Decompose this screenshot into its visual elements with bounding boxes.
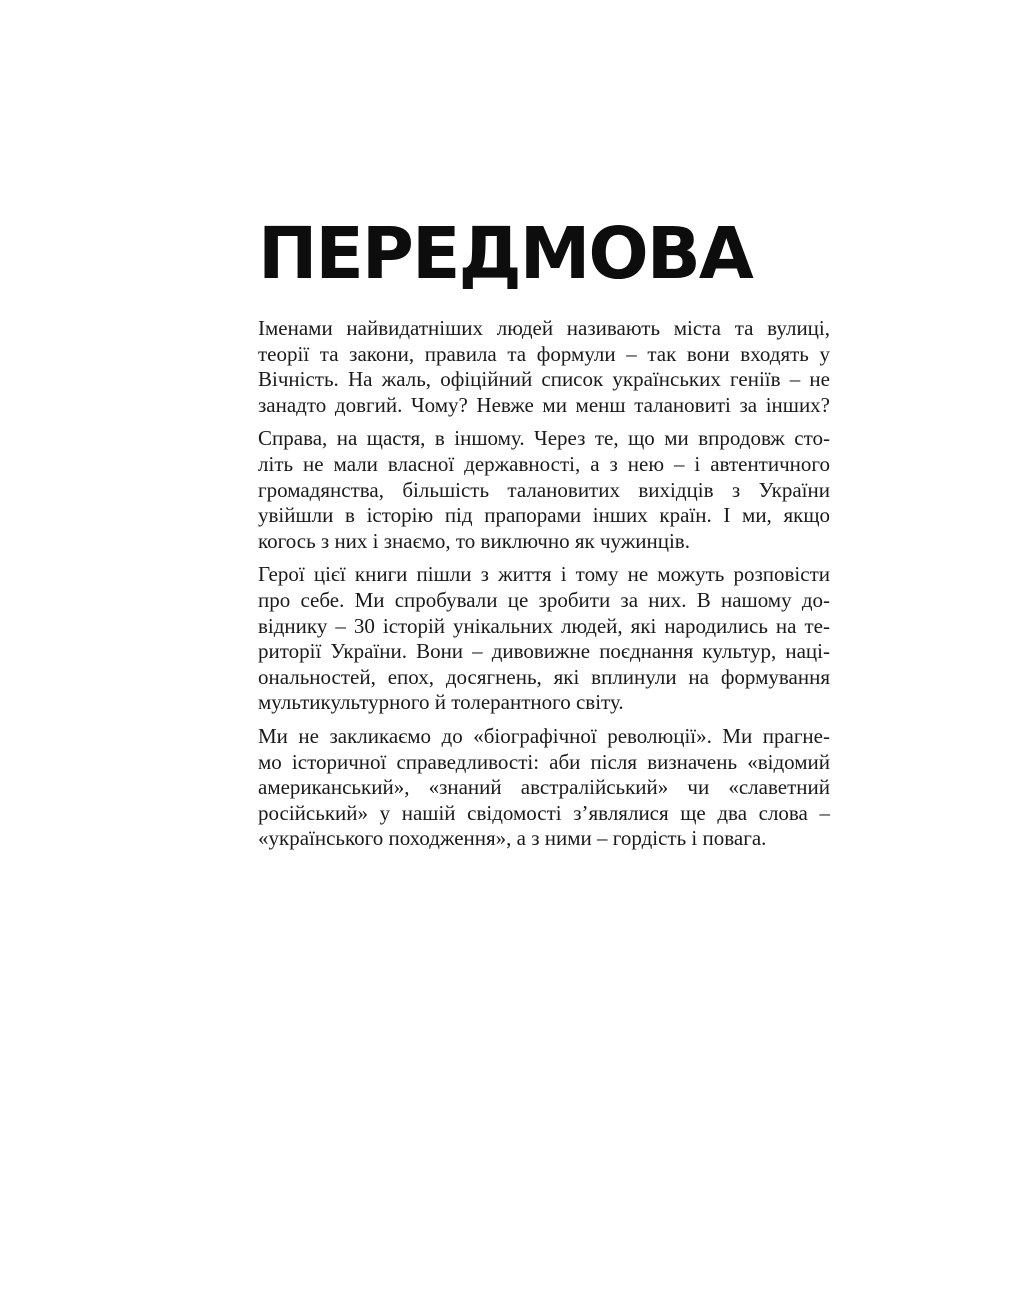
text-line: риторії України. Вони – дивовижне поєднання культур, наці- xyxy=(258,639,830,664)
text-line: американський», «знаний австралійський» чи «славетний xyxy=(258,775,830,800)
page-title: ПЕРЕДМОВА xyxy=(258,212,752,295)
paragraph-2 xyxy=(258,426,830,554)
text-line: віднику – 30 історій унікальних людей, які народились на те- xyxy=(258,613,830,638)
text-line: мо історичної справедливості: аби після визначень «відомий xyxy=(258,749,830,774)
text-line: когось з них і знаємо, то виключно як чужинців. xyxy=(258,528,690,553)
text-line: Справа, на щастя, в іншому. Через те, що ми впродовж сто- xyxy=(258,426,830,451)
paragraph-3 xyxy=(258,562,830,716)
paragraph-4 xyxy=(258,724,830,852)
text-line: увійшли в історію під прапорами інших країн. І ми, якщо xyxy=(258,503,830,528)
text-line: ональностей, епох, досягнень, які вплинули на формування xyxy=(258,664,830,689)
text-line: занадто довгий. Чому? Невже ми менш талановиті за інших? xyxy=(258,392,830,417)
text-line: про себе. Ми спробували це зробити за них. В нашому до- xyxy=(258,587,830,612)
text-line: Герої цієї книги пішли з життя і тому не можуть розповісти xyxy=(258,562,830,587)
text-line: «українського походження», а з ними – гордість і повага. xyxy=(258,826,767,851)
paragraph-1 xyxy=(258,316,830,418)
text-line: теорії та закони, правила та формули – так вони входять у xyxy=(258,341,830,366)
preface-text xyxy=(258,316,830,860)
text-line: Ми не закликаємо до «біографічної революції». Ми прагне- xyxy=(258,723,830,748)
text-line: громадянства, більшість талановитих вихідців з України xyxy=(258,477,830,502)
text-line: літь не мали власної державності, а з нею – і автентичного xyxy=(258,451,830,476)
text-line: Іменами найвидатніших людей називають міста та вулиці, xyxy=(258,316,830,340)
text-line: мультикультурного й толерантного світу. xyxy=(258,690,624,715)
text-line: Вічність. На жаль, офіційний список українських геніїв – не xyxy=(258,367,830,392)
text-line: російський» у нашій свідомості з’являлися ще два слова – xyxy=(258,800,830,825)
